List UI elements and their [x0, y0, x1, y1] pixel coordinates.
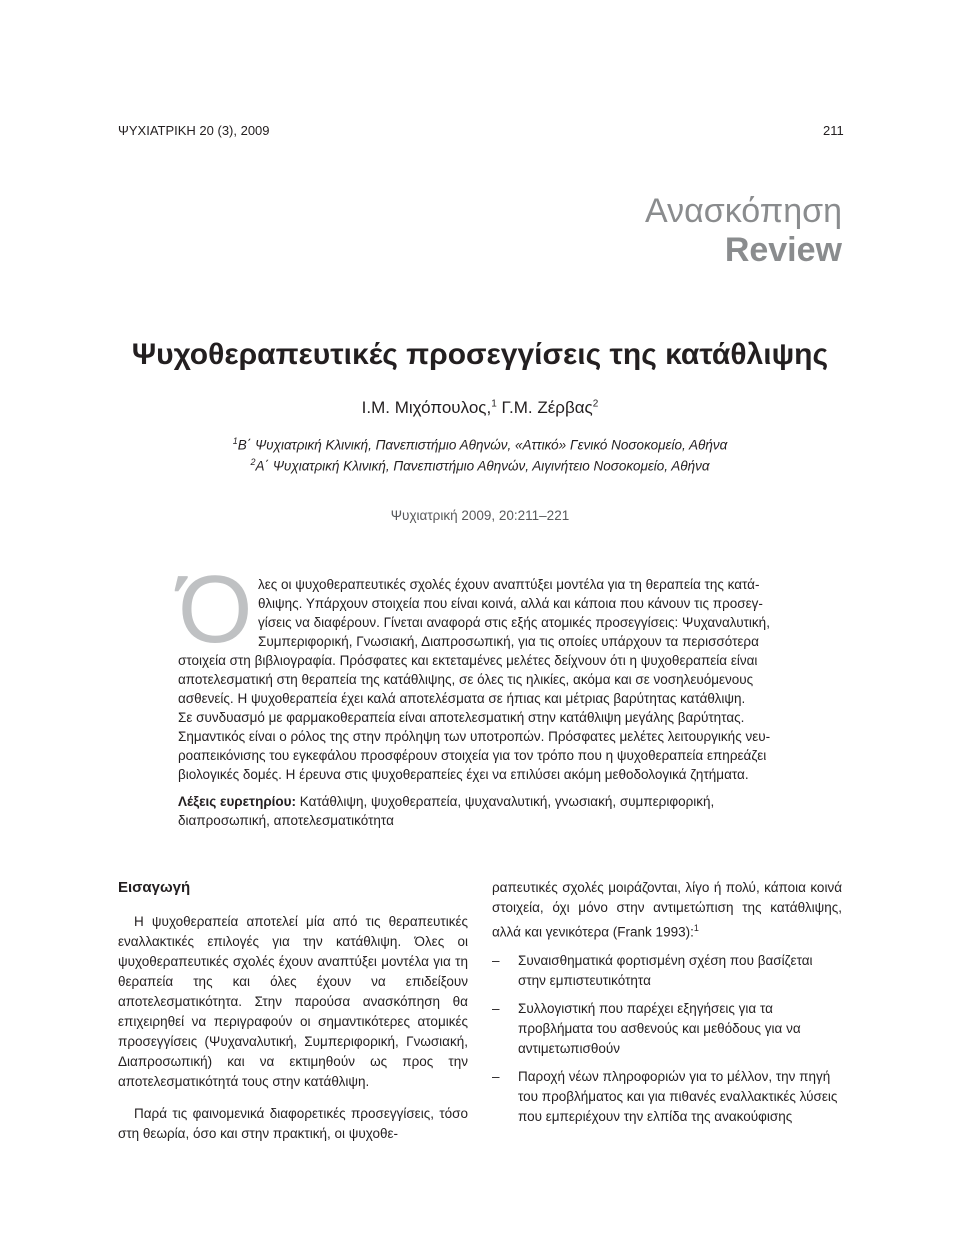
abstract-line: Σε συνδυασμό με φαρμακοθεραπεία είναι αποτελεσματική στην κατάθλιψη μεγάλης βαρύτητας. — [178, 710, 745, 725]
dash-bullet: – — [492, 1000, 500, 1016]
list-item — [492, 999, 842, 1059]
abstract-line: Συμπεριφορική, Γνωσιακή, Διαπροσωπική, για τις οποίες υπάρχουν τα περισσότερα — [258, 634, 759, 649]
abstract-line: ροαπεικόνισης του εγκεφάλου προσφέρουν στοιχεία για τον τρόπο που η ψυχοθεραπεία επηρεάζει — [178, 748, 767, 763]
affiliation-2-text: Α΄ Ψυχιατρική Κλινική, Πανεπιστήμιο Αθηνών, Αιγινήτειο Νοσοκομείο, Αθήνα — [255, 458, 710, 474]
list-item — [492, 951, 842, 991]
affiliation-2-mark: 2 — [250, 457, 256, 467]
affiliation-1 — [0, 436, 960, 453]
section-label-english: Review — [724, 231, 842, 269]
keywords-text: Κατάθλιψη, ψυχοθεραπεία, ψυχαναλυτική, γνωσιακή, συμπεριφορική, διαπροσωπική, αποτελεσματικότητα — [178, 794, 715, 828]
abstract-line: γίσεις να διαφέρουν. Γίνεται αναφορά στις εξής ατομικές προσεγγίσεις: Ψυχαναλυτική, — [258, 615, 770, 630]
paragraph: Παρά τις φαινομενικά διαφορετικές προσεγγίσεις, τόσο στη θεωρία, όσο και στην πρακτική, οι ψυχοθε- — [118, 1106, 468, 1141]
author-2: Γ.Μ. Ζέρβας — [496, 398, 593, 417]
abstract-line: αποτελεσματική στη θεραπεία της κατάθλιψης, σε όλες τις ηλικίες, ακόμα και σε νοσηλευόμενους — [178, 672, 754, 687]
list-item-text: Συναισθηματικά φορτισμένη σχέση που βασίζεται στην εμπιστευτικότητα — [518, 952, 813, 988]
affiliation-2 — [0, 457, 960, 474]
left-column — [118, 912, 468, 1156]
paragraph — [492, 878, 842, 943]
keywords — [178, 792, 782, 830]
abstract-line: βιολογικές δομές. Η έρευνα στις ψυχοθεραπείες έχει να επιλύσει ακόμη μεθοδολογικά ζητήματα. — [178, 767, 749, 782]
list-item-text: Συλλογιστική που παρέχει εξηγήσεις για τα προβλήματα του ασθενούς και μεθόδους για να αντιμετωπισθούν — [518, 1000, 801, 1056]
author-2-affiliation-mark: 2 — [592, 398, 599, 410]
reference-mark: 1 — [693, 923, 699, 933]
affiliation-1-text: Β΄ Ψυχιατρική Κλινική, Πανεπιστήμιο Αθηνών, «Αττικό» Γενικό Νοσοκομείο, Αθήνα — [237, 437, 728, 453]
keywords-label: Λέξεις ευρετηρίου: — [178, 794, 297, 809]
dash-bullet: – — [492, 1068, 500, 1084]
list-item-text: Παροχή νέων πληροφοριών για το μέλλον, την πηγή του προβλήματος και για πιθανές εναλλακτικές λύσεις που εμπεριέχουν την ελπίδα της ανακούφισης — [518, 1068, 838, 1124]
paragraph: Η ψυχοθεραπεία αποτελεί μία από τις θεραπευτικές εναλλακτικές επιλογές για την κατάθλιψη. Όλες οι ψυχοθεραπευτικές σχολές έχουν αναπτύξει μοντέλα για τη θεραπεία της και όλες έχουν να επιδείξουν αποτελεσματικότητα. Στην παρούσα ανασκόπηση θα επιχειρηθεί να περιγραφούν οι σημαντικότερες ατομικές προσεγγίσεις (Ψυχαναλυτική, Συμπεριφορική, Γνωσιακή, Διαπροσωπική) και να εκτιμηθούν ως προς την αποτελεσματικότητά τους στην κατάθλιψη. — [118, 914, 468, 1089]
affiliation-1-mark: 1 — [232, 436, 238, 446]
right-column — [492, 878, 842, 1135]
abstract-line: Σημαντικός είναι ο ρόλος της στην πρόληψη των υποτροπών. Πρόσφατες μελέτες λειτουργικής νευ- — [178, 729, 771, 744]
article-title: Ψυχοθεραπευτικές προσεγγίσεις της κατάθλιψης — [131, 338, 829, 371]
dash-bullet: – — [492, 952, 500, 968]
paragraph-text: ραπευτικές σχολές μοιράζονται, λίγο ή πολύ, κάποια κοινά στοιχεία, όχι μόνο στην αντιμετώπιση της κατάθλιψης, αλλά και γενικότερα (Frank 1993): — [492, 880, 842, 940]
author-1-affiliation-mark: 1 — [491, 398, 497, 410]
authors — [0, 398, 960, 418]
author-1: Ι.Μ. Μιχόπουλος, — [361, 398, 492, 417]
abstract-line: στοιχεία στη βιβλιογραφία. Πρόσφατες και εκτεταμένες μελέτες δείχνουν ότι η ψυχοθεραπεία είναι — [178, 653, 758, 668]
journal-header: ΨΥΧΙΑΤΡΙΚΗ 20 (3), 2009 — [118, 123, 270, 138]
list-item — [492, 1067, 842, 1127]
drop-cap: Ό — [178, 556, 253, 663]
section-heading-introduction: Εισαγωγή — [118, 879, 191, 896]
abstract-line: ασθενείς. Η ψυχοθεραπεία έχει καλά αποτελέσματα σε ήπιας και μέτριας βαρύτητας κατάθλιψη. — [178, 691, 746, 706]
citation: Ψυχιατρική 2009, 20:211‒221 — [390, 508, 570, 523]
abstract-line: θλιψης. Υπάρχουν στοιχεία που είναι κοινά, αλλά και κάποια που κάνουν τις προσεγ- — [258, 596, 763, 611]
section-label-greek: Ανασκόπηση — [645, 192, 842, 230]
abstract-line: λες οι ψυχοθεραπευτικές σχολές έχουν αναπτύξει μοντέλα για τη θεραπεία της κατά- — [258, 577, 760, 592]
page-number: 211 — [823, 123, 844, 138]
